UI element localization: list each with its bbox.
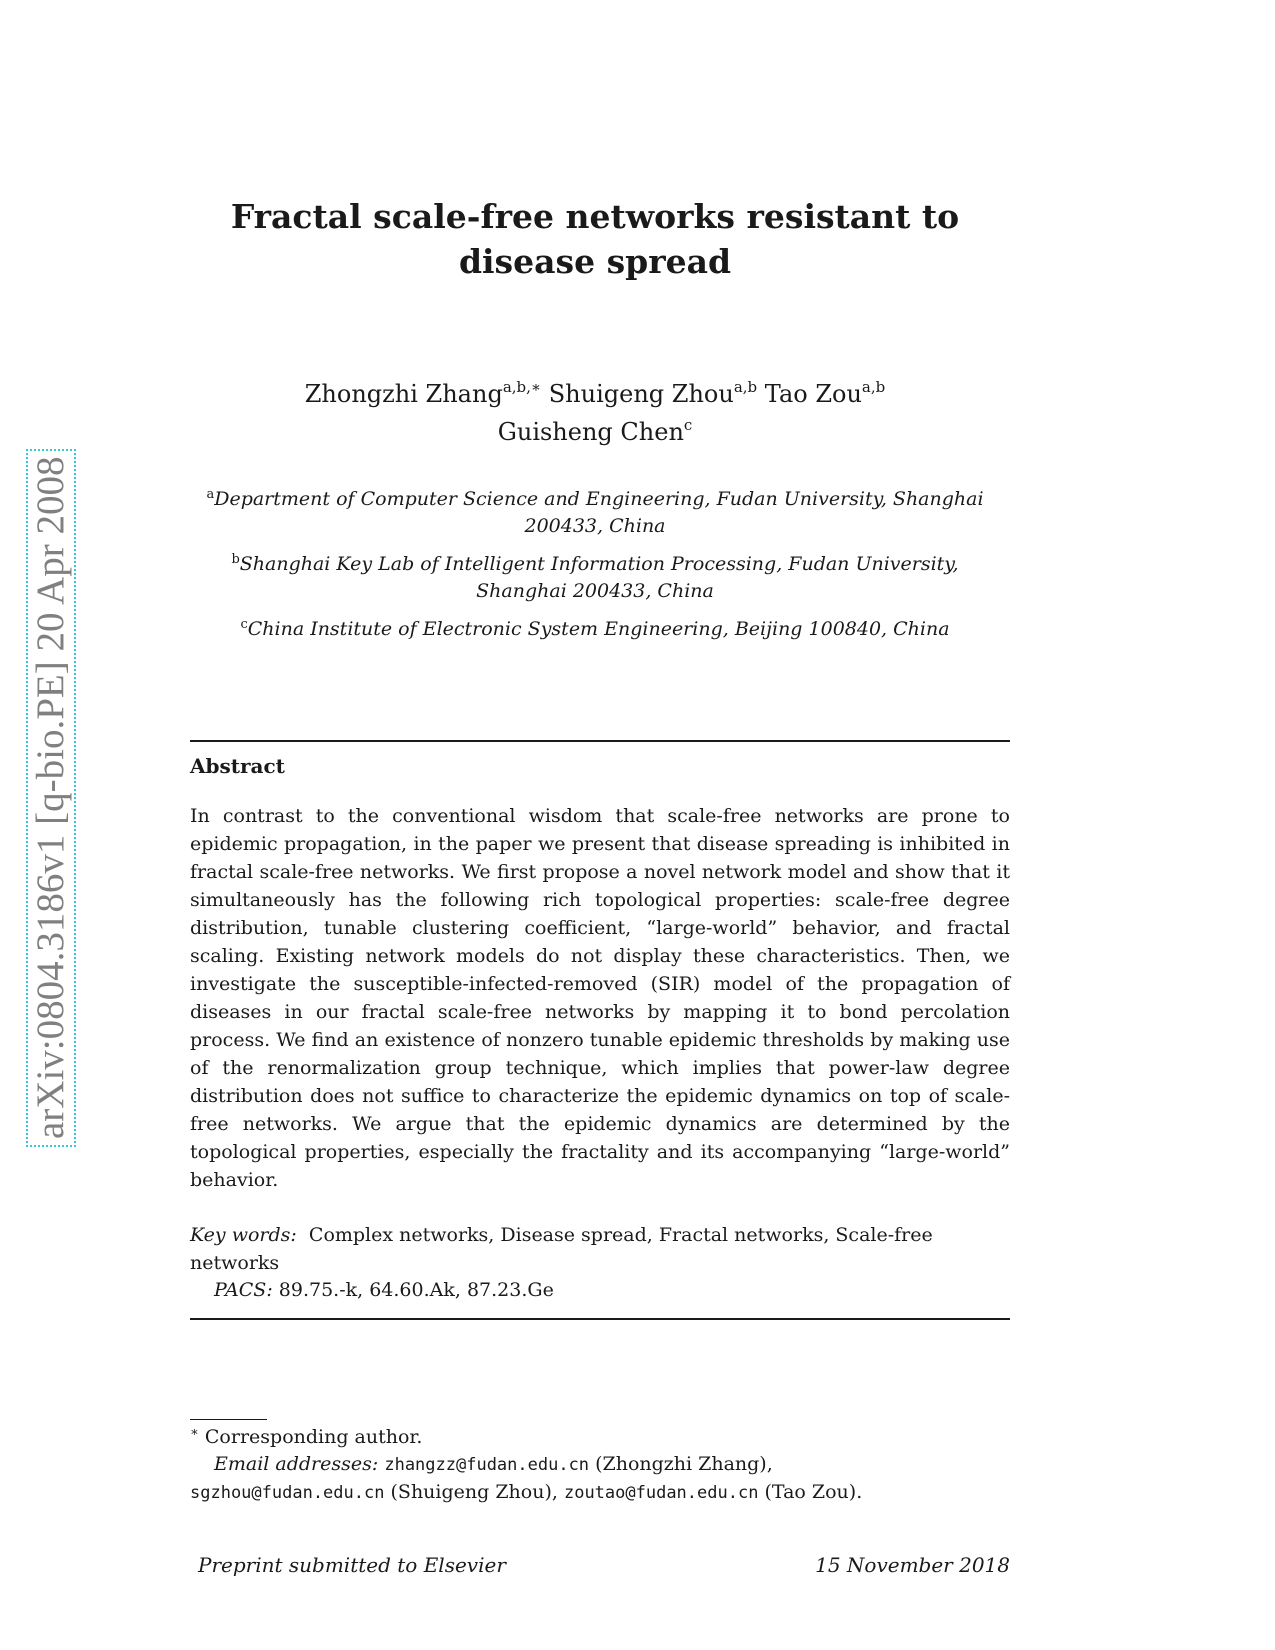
affiliation-mark: a: [206, 487, 215, 502]
author-affil-mark: a,b: [861, 378, 886, 396]
email-address-link[interactable]: zoutao@fudan.edu.cn: [563, 1483, 759, 1503]
abstract-body: In contrast to the conventional wisdom that scale-free networks are prone to epidemic propagation, in the paper we present that disease spreading is inhibited in fractal scale-free networks. We first propose a novel network model and show that it simultaneously has the following rich topological properties: scale-free degree distribution, tunable clustering coefficient, “large-world” behavior, and fractal scaling. Existing network models do not display these characteristics. Then, we investigate the susceptible-infected-removed (SIR) model of the propagation of diseases in our fractal scale-free networks by mapping it to bond percolation process. We find an existence of nonzero tunable epidemic thresholds by making use of the renormalization group technique, which implies that power-law degree distribution does not suffice to characterize the epidemic dynamics on top of scale-free networks. We argue that the epidemic dynamics are determined by the topological properties, especially the fractality and its accompanying “large-world” behavior.: [190, 805, 1010, 1191]
email-label: Email addresses:: [214, 1453, 379, 1475]
email-owner: (Tao Zou).: [764, 1481, 863, 1503]
author-name: Zhongzhi Zhang: [304, 380, 503, 408]
pacs-codes: [214, 1276, 554, 1304]
author-affil-mark: a,b,∗: [502, 378, 542, 396]
footnote-corresponding-text: Corresponding author.: [204, 1426, 423, 1448]
author-affil-mark: c: [683, 416, 693, 434]
footnote-rule: [190, 1419, 267, 1420]
paper-title: Fractal scale-free networks resistant to disease spread: [230, 197, 960, 281]
affiliation-text: Department of Computer Science and Engineering, Fudan University, Shanghai 200433, China: [214, 488, 984, 537]
keywords-text: Complex networks, Disease spread, Fractal networks, Scale-free networks: [190, 1224, 933, 1274]
email-address-link[interactable]: sgzhou@fudan.edu.cn: [190, 1483, 385, 1503]
footnote-emails-line-1: [190, 1451, 1010, 1479]
author-list: [180, 375, 1010, 451]
author-line-1: [180, 375, 1010, 413]
footnote-corresponding: [190, 1424, 1010, 1451]
email-address-link[interactable]: zhangzz@fudan.edu.cn: [384, 1455, 590, 1475]
abstract-top-rule: [190, 740, 1010, 742]
affiliation-mark: c: [240, 617, 248, 632]
footnote-star: ∗: [190, 1425, 199, 1440]
author-name: Tao Zou: [764, 380, 862, 408]
abstract-heading: Abstract: [190, 754, 285, 778]
footnote-emails-line-2: [190, 1479, 1010, 1507]
footer-date: 15 November 2018: [815, 1553, 1010, 1577]
pacs-text: 89.75.-k, 64.60.Ak, 87.23.Ge: [278, 1279, 554, 1301]
author-name: Guisheng Chen: [497, 418, 684, 446]
affiliation-c: [190, 616, 1000, 643]
affiliation-b: [190, 551, 1000, 605]
affiliation-text: China Institute of Electronic System Engineering, Beijing 100840, China: [247, 618, 950, 640]
affiliation-text: Shanghai Key Lab of Intelligent Information Processing, Fudan University, Shanghai 200433, China: [239, 553, 959, 602]
affiliation-mark: b: [231, 552, 240, 567]
keywords-label: Key words:: [190, 1224, 297, 1246]
keywords: [190, 1221, 1010, 1277]
author-name: Shuigeng Zhou: [548, 380, 734, 408]
affiliation-a: [190, 486, 1000, 540]
footnote: [190, 1424, 1010, 1507]
abstract-bottom-rule: [190, 1318, 1010, 1320]
footer-preprint-note: Preprint submitted to Elsevier: [198, 1553, 506, 1577]
author-affil-mark: a,b: [733, 378, 758, 396]
email-owner: (Shuigeng Zhou),: [390, 1481, 558, 1503]
arxiv-side-stamp: arXiv:0804.3186v1 [q-bio.PE] 20 Apr 2008: [26, 449, 76, 1147]
author-line-2: [180, 413, 1010, 451]
email-owner: (Zhongzhi Zhang),: [595, 1453, 773, 1475]
pacs-label: PACS:: [214, 1279, 273, 1301]
